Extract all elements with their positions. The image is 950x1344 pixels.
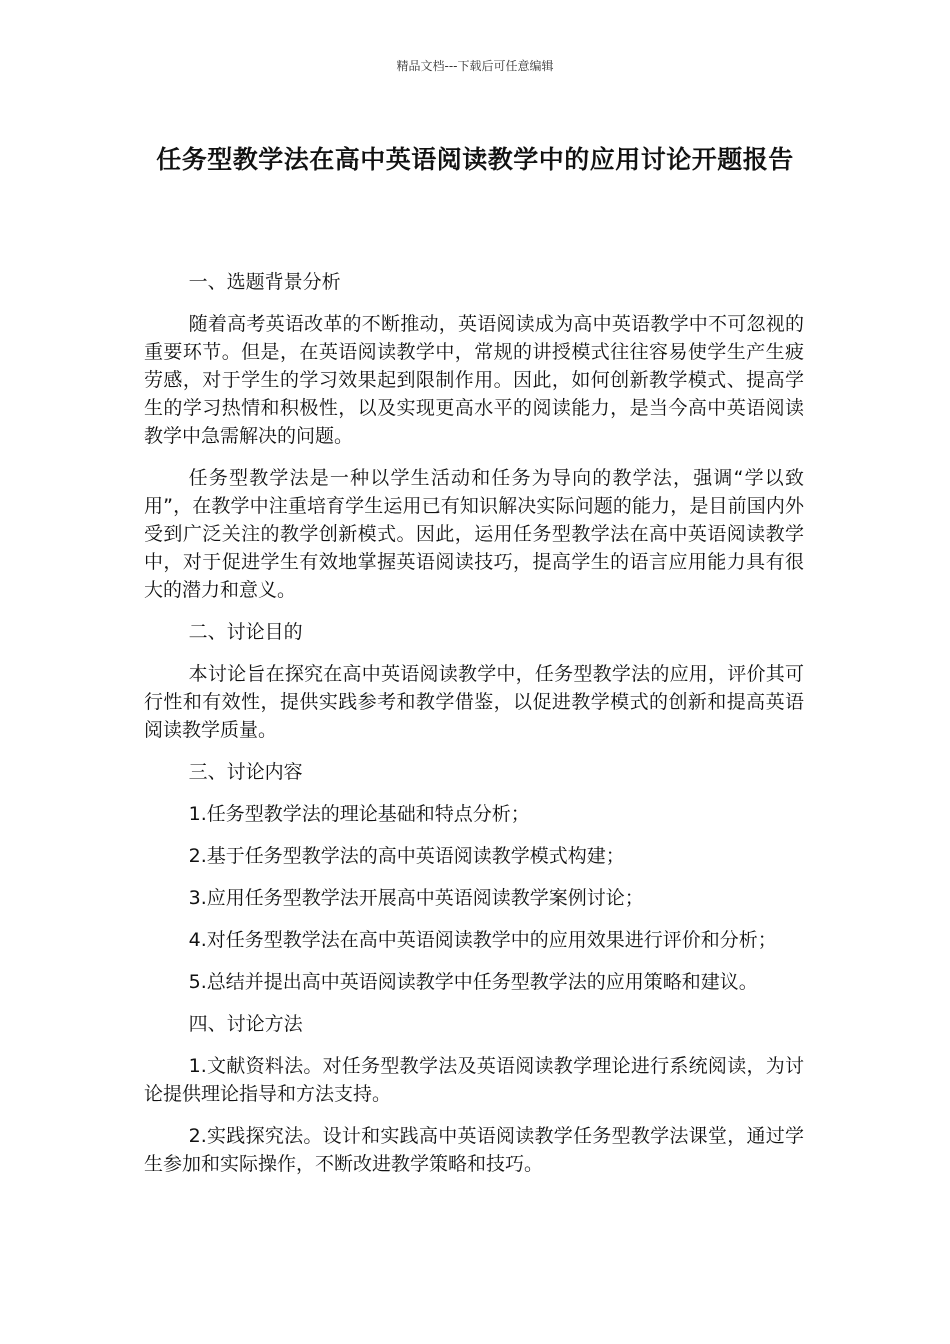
list-item: 1.文献资料法。对任务型教学法及英语阅读教学理论进行系统阅读，为讨论提供理论指导和方法支持。 [144, 1055, 804, 1105]
list-item: 1.任务型教学法的理论基础和特点分析； [188, 803, 530, 825]
page-header-note: 精品文档---下载后可任意编辑 [396, 59, 554, 73]
list-item: 4.对任务型教学法在高中英语阅读教学中的应用效果进行评价和分析； [188, 929, 777, 951]
list-item: 3.应用任务型教学法开展高中英语阅读教学案例讨论； [188, 887, 644, 909]
section-heading-content: 三、讨论内容 [188, 761, 303, 783]
list-item: 5.总结并提出高中英语阅读教学中任务型教学法的应用策略和建议。 [188, 971, 758, 993]
page-title: 任务型教学法在高中英语阅读教学中的应用讨论开题报告 [156, 145, 794, 174]
paragraph: 任务型教学法是一种以学生活动和任务为导向的教学法，强调“学以致用”，在教学中注重培育学生运用已有知识解决实际问题的能力，是目前国内外受到广泛关注的教学创新模式。因此，运用任务型教学法在高中英语阅读教学中，对于促进学生有效地掌握英语阅读技巧，提高学生的语言应用能力具有很大的潜力和意义。 [144, 467, 804, 601]
list-item: 2.实践探究法。设计和实践高中英语阅读教学任务型教学法课堂，通过学生参加和实际操作，不断改进教学策略和技巧。 [144, 1125, 804, 1175]
paragraph: 本讨论旨在探究在高中英语阅读教学中，任务型教学法的应用，评价其可行性和有效性，提供实践参考和教学借鉴，以促进教学模式的创新和提高英语阅读教学质量。 [144, 663, 804, 741]
section-heading-methods: 四、讨论方法 [188, 1013, 303, 1035]
section-heading-background: 一、选题背景分析 [188, 271, 341, 293]
document-body [144, 268, 804, 1192]
section-heading-purpose: 二、讨论目的 [188, 621, 303, 643]
list-item: 2.基于任务型教学法的高中英语阅读教学模式构建； [188, 845, 625, 867]
paragraph: 随着高考英语改革的不断推动，英语阅读成为高中英语教学中不可忽视的重要环节。但是，在英语阅读教学中，常规的讲授模式往往容易使学生产生疲劳感，对于学生的学习效果起到限制作用。因此，如何创新教学模式、提高学生的学习热情和积极性，以及实现更高水平的阅读能力，是当今高中英语阅读教学中急需解决的问题。 [144, 313, 804, 447]
